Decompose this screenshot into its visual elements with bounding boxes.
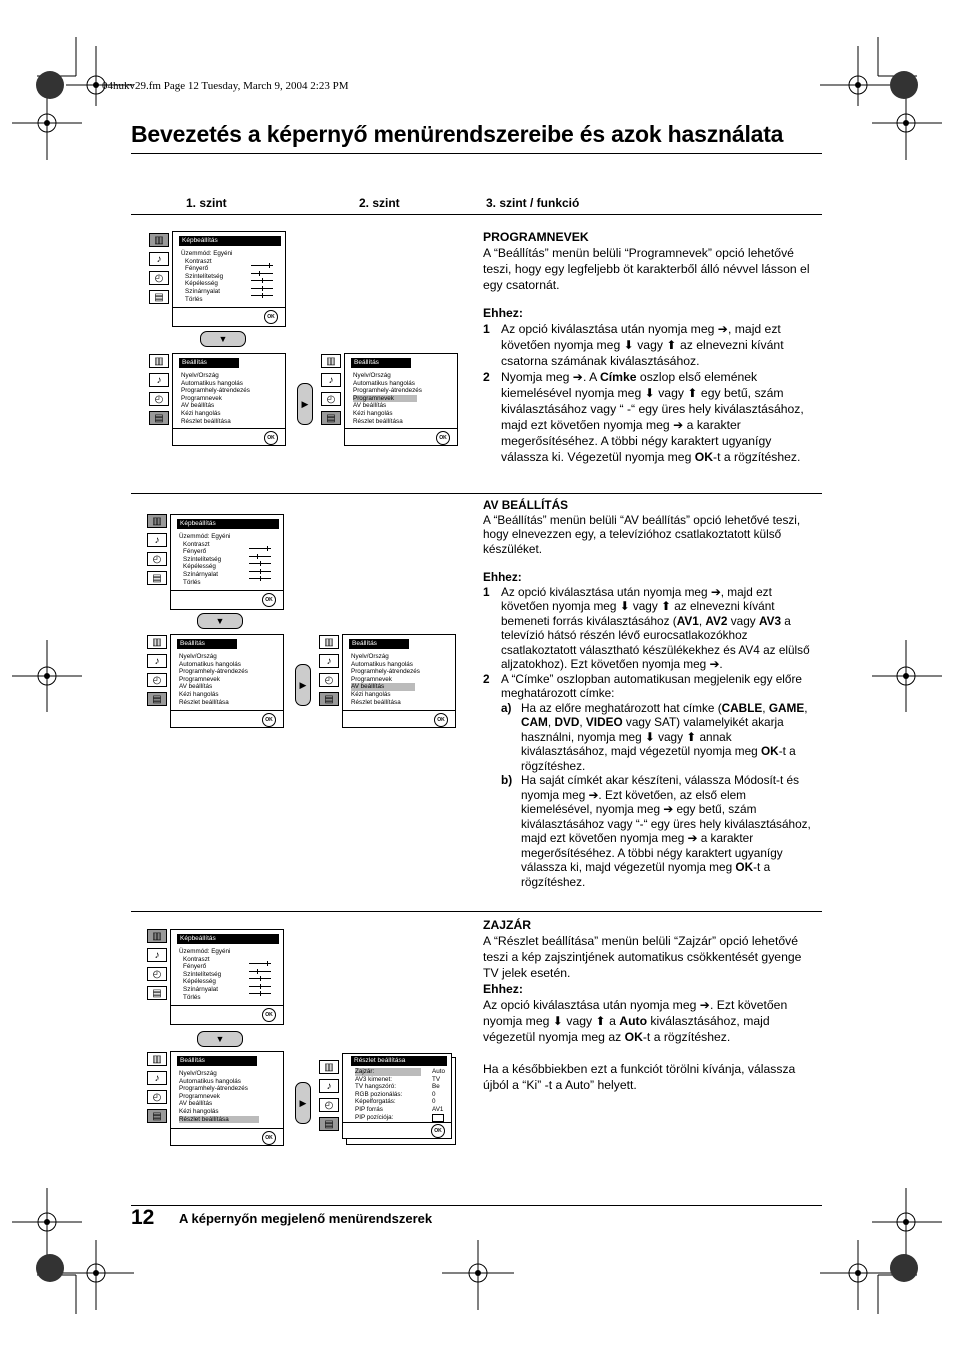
- sound-icon: ♪: [149, 252, 169, 266]
- step-2b: b) Ha saját címkét akar készíteni, válassza Módosít-t és nyomja meg ➔. Ezt követően, az első elem kiemelésével, nyomja meg ➔ egy betű, szám kiválasztásához vagy “-“ egy üres hely kiválasztásához, majd ezt követően nyomja meg ➔ a karakter megerősítéséhez. A többi négy karaktert ugyanígy válassza ki, majd végezetül nyomja meg OK-t a rögzítéshez.: [501, 773, 811, 889]
- setup-icon: ▤: [319, 1117, 339, 1131]
- menu-items: Nyelv/Ország Automatikus hangolás Programhely-átrendezés Programnevek AV beállítás Kézi hangolás Részlet beállítása: [179, 1070, 259, 1123]
- setup-icon: ▤: [147, 986, 167, 1000]
- ok-icon: OK: [264, 310, 278, 324]
- picture-menu-panel: [170, 929, 284, 1025]
- picture-icon: ▥: [147, 929, 167, 943]
- timer-icon: ◴: [147, 1090, 167, 1104]
- setup-menu-panel: [170, 1051, 284, 1146]
- timer-icon: ◴: [149, 271, 169, 285]
- right-arrow-icon: ▶: [295, 1082, 311, 1124]
- section-intro: A “Részlet beállítása” menün belüli “Zajzár” opció lehetővé teszi a kép zajszintjének automatikus csökkentését gyenge TV jelek esetén.: [483, 934, 802, 980]
- ok-icon: OK: [262, 593, 276, 607]
- ok-icon: OK: [434, 713, 448, 727]
- setup-icon: ▤: [147, 692, 167, 706]
- section-av-beallitas: [483, 498, 817, 889]
- menu-title: Beállítás: [351, 358, 411, 368]
- column-head-1: 1. szint: [186, 196, 227, 210]
- menu-items: Üzemmód: Egyéni Kontraszt Fényerő Színtelítetség Képélesség Színárnyalat Törlés: [181, 250, 233, 303]
- ok-icon: OK: [431, 1124, 445, 1138]
- picture-menu-panel: [170, 514, 284, 610]
- ok-icon: OK: [262, 1131, 276, 1145]
- menu-title: Beállítás: [349, 639, 409, 649]
- setup-icon: ▤: [149, 411, 169, 425]
- column-head-2: 2. szint: [359, 196, 400, 210]
- step-2: 2 Nyomja meg ➔. A Címke oszlop első elemének kiemelésével nyomja meg ⬇ vagy ⬆ egy betű, szám kiválasztásához vagy “ -“ egy üres hely kiválasztásához, majd ezt követően nyomja meg ➔ a karakter megerősítéséhez. A többi négy karaktert ugyanígy válassza ki. Végezetül nyomja meg OK-t a rögzítéshez.: [483, 370, 804, 464]
- pip-position-icon: [432, 1114, 444, 1122]
- page-number: 12: [131, 1206, 155, 1229]
- setup-menu-panel: [342, 634, 456, 728]
- menu-title: Beállítás: [177, 1056, 257, 1066]
- picture-icon: ▥: [149, 233, 169, 247]
- down-arrow-icon: ▼: [200, 331, 246, 347]
- sound-icon: ♪: [319, 654, 339, 668]
- menu-items: Nyelv/Ország Automatikus hangolás Programhely-átrendezés Programnevek AV beállítás Kézi hangolás Részlet beállítása: [351, 653, 420, 706]
- step-2: 2 A “Címke” oszlopban automatikusan megjelenik egy előre meghatározott címke:: [483, 671, 802, 700]
- menu-items: Nyelv/Ország Automatikus hangolás Programhely-átrendezés Programnevek AV beállítás Kézi hangolás Részlet beállítása: [353, 372, 422, 425]
- column-head-3: 3. szint / funkció: [486, 196, 580, 210]
- step-1: 1 Az opció kiválasztása után nyomja meg ➔, majd ezt követően nyomja meg ⬇ vagy ⬆ az elnevezni kívánt csatorna számának kiválasztásához.: [483, 322, 784, 368]
- picture-icon: ▥: [149, 354, 169, 368]
- setup-menu-panel: [170, 634, 284, 728]
- setup-icon: ▤: [321, 411, 341, 425]
- picture-icon: ▥: [147, 514, 167, 528]
- step-2a: a) Ha az előre meghatározott hat címke (CABLE, GAME, CAM, DVD, VIDEO vagy SAT) valamelyikét akarja használni, nyomja meg ⬇ vagy ⬆ annak kiválasztásához, majd végezetül nyomja meg OK-t a rögzítéshez.: [501, 700, 808, 773]
- setup-icon: ▤: [147, 1109, 167, 1123]
- menu-title: Képbeállítás: [177, 519, 279, 529]
- section-rule-1: [131, 493, 822, 494]
- section-programnevek: [483, 229, 817, 465]
- ehhez-label: Ehhez:: [483, 570, 522, 584]
- picture-icon: ▥: [147, 1052, 167, 1066]
- timer-icon: ◴: [319, 673, 339, 687]
- ehhez-label: Ehhez:: [483, 982, 523, 996]
- down-arrow-icon: ▼: [197, 613, 243, 629]
- menu-items: Nyelv/Ország Automatikus hangolás Programhely-átrendezés Programnevek AV beállítás Kézi hangolás Részlet beállítása: [181, 372, 250, 425]
- ok-icon: OK: [262, 713, 276, 727]
- detail-menu-panel: [342, 1053, 452, 1139]
- footer-rule: [131, 1205, 822, 1206]
- sound-icon: ♪: [149, 373, 169, 387]
- picture-icon: ▥: [319, 635, 339, 649]
- down-arrow-icon: ▼: [197, 1031, 243, 1047]
- ok-icon: OK: [262, 1008, 276, 1022]
- step-1: 1 Az opció kiválasztása után nyomja meg ➔, majd ezt követően nyomja meg ⬇ vagy ⬆ az elnevezni kívánt bemeneti forrás kiválasztásához (AV1, AV2 vagy AV3 a televízió hátsó részén lévő eurocsatlakozókhoz csatlakoztatott választható készülékekhez és AV4 az elülső aljzatokhoz). Ezt követően nyomja meg ➔.: [483, 584, 810, 671]
- menu-title: Képbeállítás: [179, 236, 281, 246]
- sound-icon: ♪: [147, 1071, 167, 1085]
- ehhez-label: Ehhez:: [483, 306, 523, 320]
- timer-icon: ◴: [147, 673, 167, 687]
- ok-icon: OK: [436, 431, 450, 445]
- setup-icon: ▤: [147, 571, 167, 585]
- sound-icon: ♪: [147, 948, 167, 962]
- section-rule-2: [131, 911, 822, 912]
- right-arrow-icon: ▶: [295, 664, 311, 706]
- setup-icon: ▤: [319, 692, 339, 706]
- timer-icon: ◴: [319, 1098, 339, 1112]
- sound-icon: ♪: [147, 654, 167, 668]
- section-intro: A “Beállítás” menün belüli “Programnevek” opció lehetővé teszi, hogy egy legfeljebb öt karakterből álló névvel lásson el egy csatornát.: [483, 246, 810, 292]
- menu-title: Részlet beállítása: [351, 1056, 447, 1066]
- section-heading: AV BEÁLLÍTÁS: [483, 498, 568, 512]
- timer-icon: ◴: [147, 552, 167, 566]
- picture-icon: ▥: [319, 1060, 339, 1074]
- section-heading: ZAJZÁR: [483, 918, 532, 932]
- menu-title: Beállítás: [177, 639, 237, 649]
- section-note: Ha a későbbiekben ezt a funkciót törölni kívánja, válassza újból a “Ki” -t a Auto” helyett.: [483, 1062, 796, 1092]
- section-intro: A “Beállítás” menün belüli “AV beállítás” opció lehetővé teszi, hogy elnevezzen egy, a televízióhoz csatlakoztatott külső készüléket.: [483, 512, 801, 556]
- menu-title: Beállítás: [179, 358, 239, 368]
- right-arrow-icon: ▶: [297, 383, 313, 425]
- menu-title: Képbeállítás: [177, 934, 279, 944]
- menu-items: Üzemmód: Egyéni Kontraszt Fényerő Színtelítetség Képélesség Színárnyalat Törlés: [179, 533, 231, 586]
- file-header: 04hukv29.fm Page 12 Tuesday, March 9, 2004 2:23 PM: [102, 80, 349, 92]
- ok-icon: OK: [264, 431, 278, 445]
- section-body: Az opció kiválasztása után nyomja meg ➔. Ezt követően nyomja meg ⬇ vagy ⬆ a Auto kiválasztásához, majd végezetül nyomja meg az OK-t a rögzítéshez.: [483, 998, 788, 1044]
- page-title: Bevezetés a képernyő menürendszereibe és azok használata: [131, 121, 784, 147]
- setup-menu-panel: [344, 353, 458, 446]
- timer-icon: ◴: [147, 967, 167, 981]
- sound-icon: ♪: [147, 533, 167, 547]
- footer-section-title: A képernyőn megjelenő menürendszerek: [179, 1211, 433, 1226]
- section-heading: PROGRAMNEVEK: [483, 230, 589, 244]
- sound-icon: ♪: [321, 373, 341, 387]
- menu-items: Zajzár: AV3 kimenet: TV hangszóró: RGB pozionálás: Képelforgatás: PIP forrás PIP pozíciója:: [355, 1068, 421, 1121]
- setup-icon: ▤: [149, 290, 169, 304]
- picture-icon: ▥: [321, 354, 341, 368]
- setup-menu-panel: [172, 353, 286, 446]
- section-zajzar: [483, 917, 817, 1093]
- timer-icon: ◴: [321, 392, 341, 406]
- picture-menu-panel: [172, 231, 286, 327]
- sound-icon: ♪: [319, 1079, 339, 1093]
- picture-icon: ▥: [147, 635, 167, 649]
- menu-items: Nyelv/Ország Automatikus hangolás Programhely-átrendezés Programnevek AV beállítás Kézi hangolás Részlet beállítása: [179, 653, 248, 706]
- menu-values: Auto TV Be 0 0 AV1: [432, 1068, 445, 1122]
- menu-items: Üzemmód: Egyéni Kontraszt Fényerő Színtelítetség Képélesség Színárnyalat Törlés: [179, 948, 231, 1001]
- title-rule: [131, 153, 822, 154]
- column-rule: [131, 214, 822, 215]
- timer-icon: ◴: [149, 392, 169, 406]
